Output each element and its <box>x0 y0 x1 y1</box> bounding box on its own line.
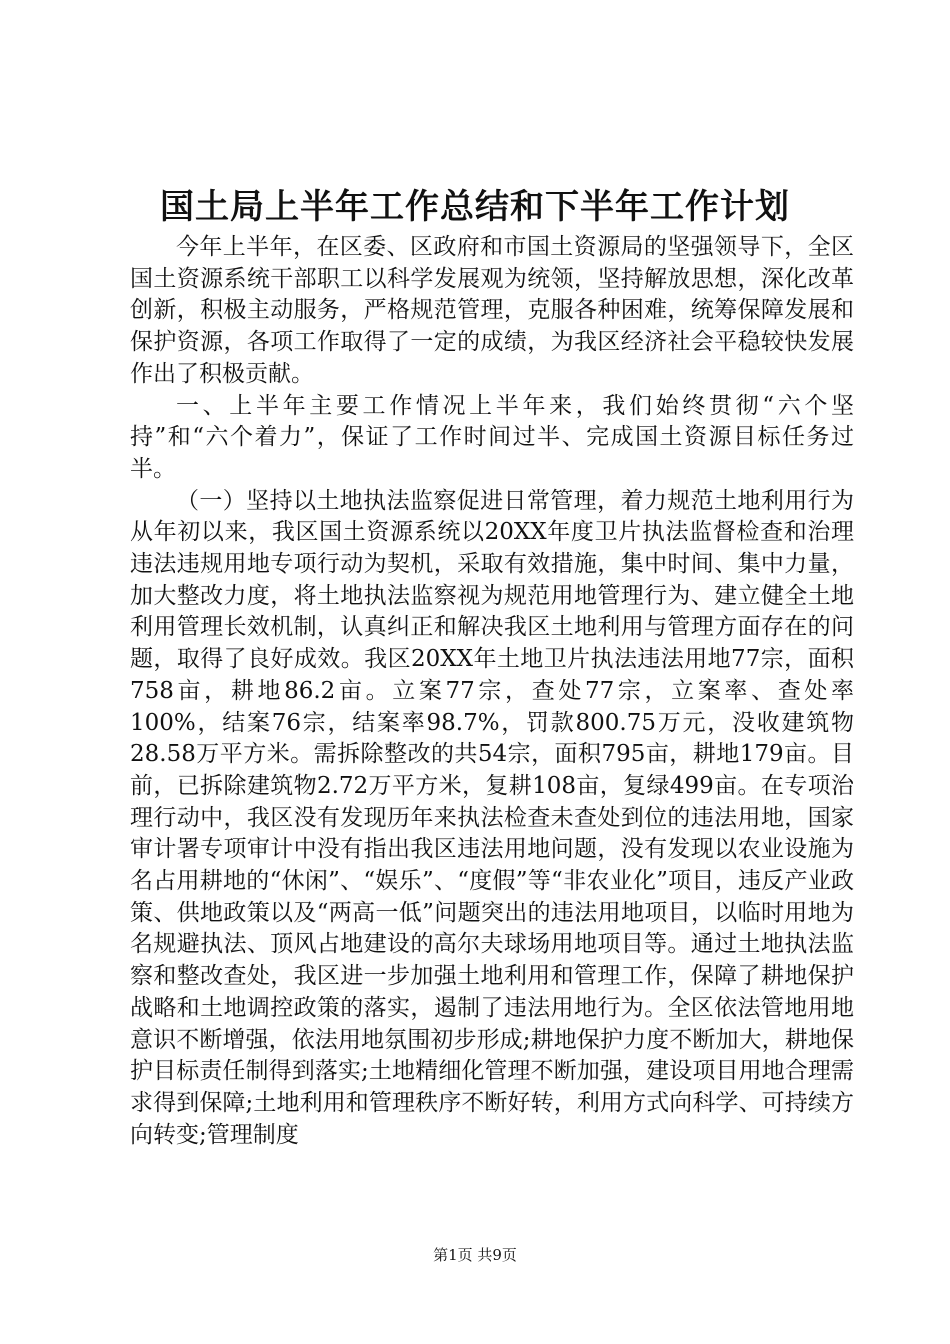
paragraph-intro: 今年上半年，在区委、区政府和市国土资源局的坚强领导下，全区国土资源系统干部职工以科学发展观为统领，坚持解放思想，深化改革创新，积极主动服务，严格规范管理，克服各种困难，统筹保障发展和保护资源，各项工作取得了一定的成绩，为我区经济社会平稳较快发展作出了积极贡献。 <box>130 234 854 387</box>
document-body <box>130 232 854 1151</box>
paragraph-subsection-one: （一）坚持以土地执法监察促进日常管理，着力规范土地利用行为从年初以来，我区国土资源系统以20XX年度卫片执法监督检查和治理违法违规用地专项行动为契机，采取有效措施，集中时间、集中力量，加大整改力度，将土地执法监察视为规范用地管理行为、建立健全土地利用管理长效机制，认真纠正和解决我区土地利用与管理方面存在的问题，取得了良好成效。我区20XX年土地卫片执法违法用地77宗，面积758亩，耕地86.2亩。立案77宗，查处77宗，立案率、查处率100%，结案76宗，结案率98.7%，罚款800.75万元，没收建筑物28.58万平方米。需拆除整改的共54宗，面积795亩，耕地179亩。目前，已拆除建筑物2.72万平方米，复耕108亩，复绿499亩。在专项治理行动中，我区没有发现历年来执法检查未查处到位的违法用地，国家审计署专项审计中没有指出我区违法用地问题，没有发现以农业设施为名占用耕地的“休闲”、“娱乐”、“度假”等“非农业化”项目，违反产业政策、供地政策以及“两高一低”问题突出的违法用地项目，以临时用地为名规避执法、顶风占地建设的高尔夫球场用地项目等。通过土地执法监察和整改查处，我区进一步加强土地利用和管理工作，保障了耕地保护战略和土地调控政策的落实，遏制了违法用地行为。全区依法管地用地意识不断增强，依法用地氛围初步形成;耕地保护力度不断加大，耕地保护目标责任制得到落实;土地精细化管理不断加强，建设项目用地合理需求得到保障;土地利用和管理秩序不断好转，利用方式向科学、可持续方向转变;管理制度 <box>130 487 854 1148</box>
paragraph-section-one: 一、上半年主要工作情况上半年来，我们始终贯彻“六个坚持”和“六个着力”，保证了工作时间过半、完成国土资源目标任务过半。 <box>130 392 854 482</box>
document-title: 国土局上半年工作总结和下半年工作计划 <box>160 187 790 227</box>
page-footer: 第1页 共9页 <box>433 1246 517 1264</box>
